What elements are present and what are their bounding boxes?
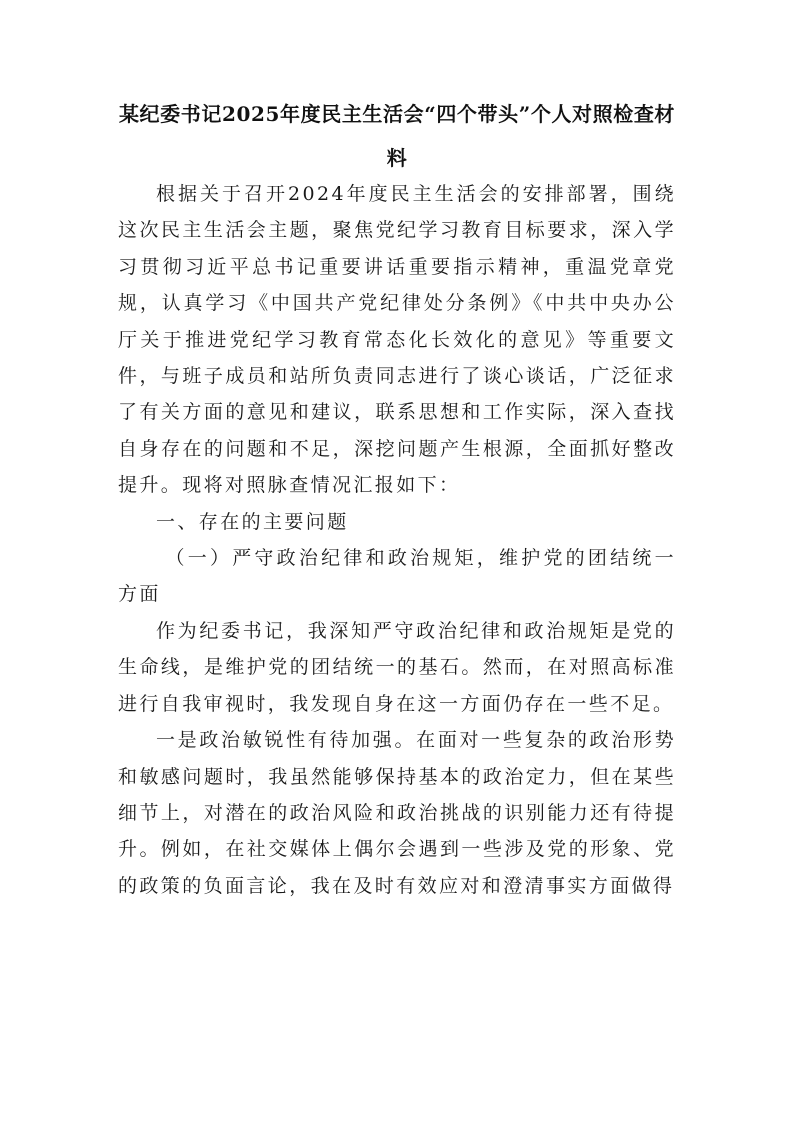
section-heading: 一、存在的主要问题 <box>156 510 349 533</box>
document-title: 某纪委书记2025年度民主生活会“四个带头”个人对照检查材料 <box>118 102 676 170</box>
subsection-heading: （一）严守政治纪律和政治规矩，维护党的团结统一方面 <box>118 547 676 606</box>
document-body <box>118 176 676 904</box>
paragraph-body: 一是政治敏锐性有待加强。在面对一些复杂的政治形势和敏感问题时，我虽然能够保持基本的政治定力，但在某些细节上，对潜在的政治风险和政治挑战的识别能力还有待提升。例如，在社交媒体上偶尔会遇到一些涉及党的形象、党的政策的负面言论，我在及时有效应对和澄清事实方面做得 <box>118 729 676 897</box>
paragraph-intro: 根据关于召开2024年度民主生活会的安排部署，围绕这次民主生活会主题，聚焦党纪学习教育目标要求，深入学习贯彻习近平总书记重要讲话重要指示精神，重温党章党规，认真学习《中国共产党纪律处分条例》《中共中央办公厅关于推进党纪学习教育常态化长效化的意见》等重要文件，与班子成员和站所负责同志进行了谈心谈话，广泛征求了有关方面的意见和建议，联系思想和工作实际，深入查找自身存在的问题和不足，深挖问题产生根源，全面抓好整改提升。现将对照脉查情况汇报如下： <box>118 183 676 497</box>
paragraph-body: 作为纪委书记，我深知严守政治纪律和政治规矩是党的生命线，是维护党的团结统一的基石。然而，在对照高标准进行自我审视时，我发现自身在这一方面仍存在一些不足。 <box>118 619 676 715</box>
